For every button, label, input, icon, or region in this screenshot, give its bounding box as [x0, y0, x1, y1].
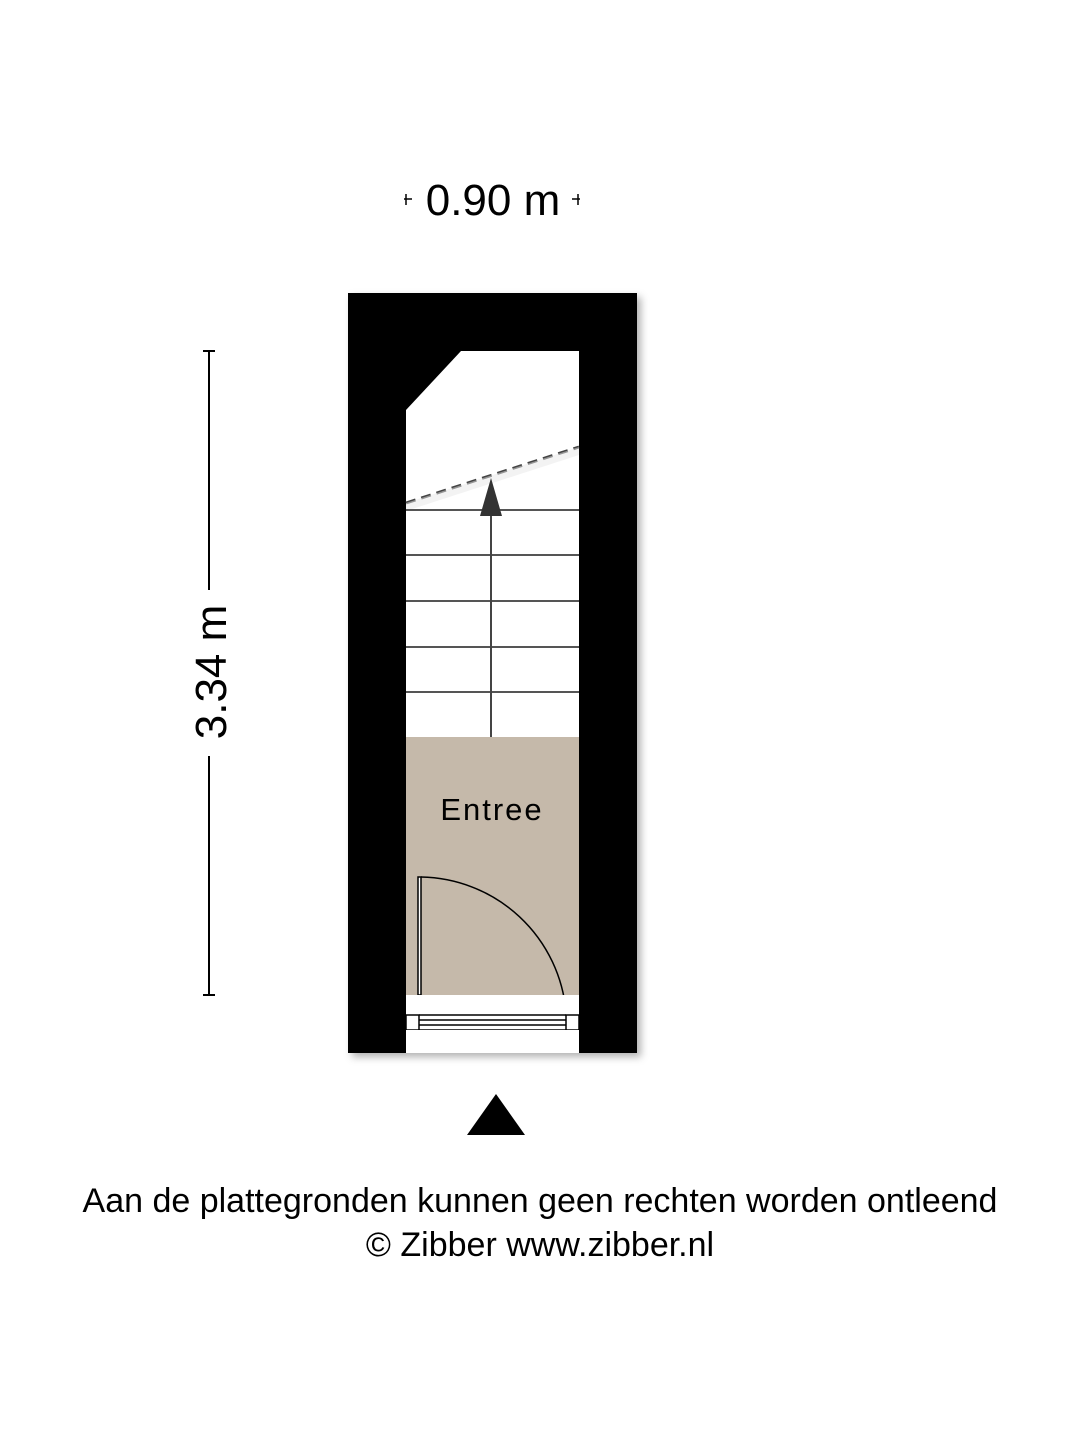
copyright-text: © Zibber www.zibber.nl: [365, 1226, 715, 1264]
width-dimension-label: 0.90 m: [425, 176, 561, 225]
stair-area: [406, 351, 579, 737]
door-threshold: [406, 995, 579, 1053]
disclaimer-text: Aan de plattegronden kunnen geen rechten worden ontleend: [82, 1182, 998, 1220]
width-dimension: [404, 176, 580, 225]
height-dimension: [187, 351, 236, 995]
entrance-arrow-icon: [467, 1094, 525, 1135]
entree-floor: [406, 737, 579, 995]
room-label-entree: Entree: [440, 792, 544, 827]
height-dimension-label: 3.34 m: [187, 604, 236, 740]
